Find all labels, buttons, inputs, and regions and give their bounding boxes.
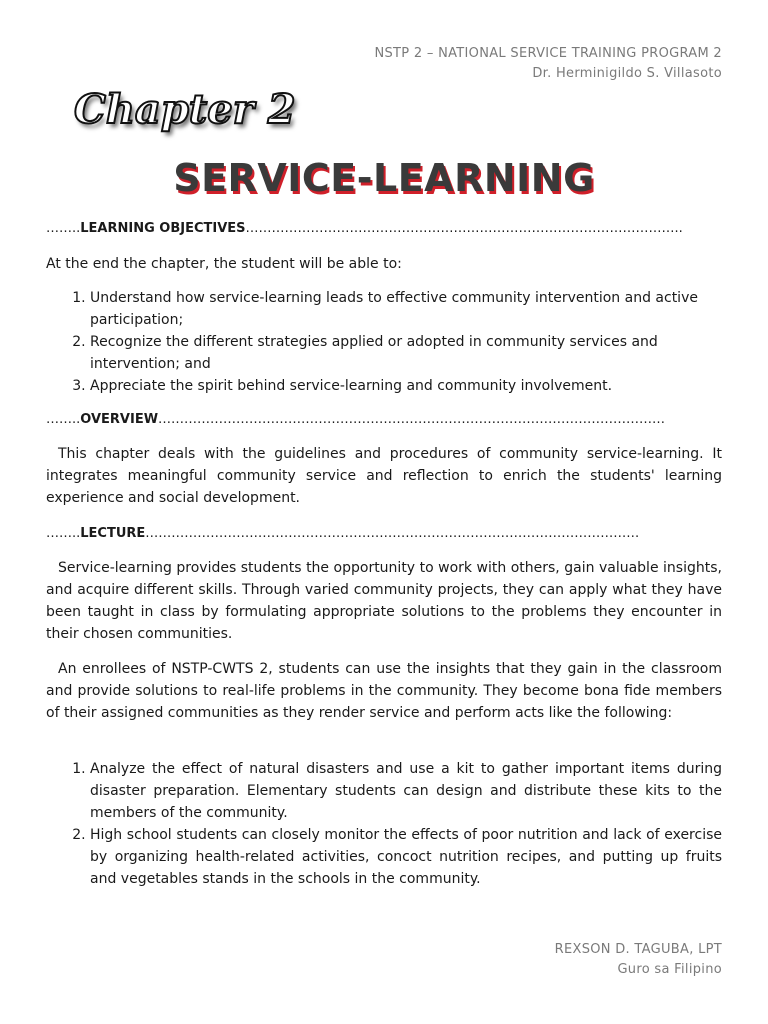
heading-dots-left: ……..: [46, 412, 81, 427]
lecture-paragraph-2: An enrollees of NSTP-CWTS 2, students can use the insights that they gain in the classroom and provide solutions to real-life problems in the community. They become bona fide members of their assigned communities as they render service and perform acts like the following:: [46, 661, 722, 721]
objectives-intro: At the end the chapter, the student will be able to:: [46, 256, 402, 272]
overview-heading: [46, 411, 724, 429]
lecture-list: [46, 758, 722, 890]
heading-dots-right: ……………………………………………………………………………………………………: [145, 526, 640, 541]
objectives-heading-label: LEARNING OBJECTIVES: [80, 221, 246, 236]
page-footer: [555, 940, 722, 980]
course-title: NSTP 2 – NATIONAL SERVICE TRAINING PROGRAM 2: [374, 46, 722, 61]
list-item: 2. Recognize the different strategies applied or adopted in community services and intervention; and: [90, 331, 722, 375]
lecture-paragraph-1: Service-learning provides students the opportunity to work with others, gain valuable insights, and acquire different skills. Through varied community projects, they can apply what they have been taught in class by formulating appropriate solutions to the problems they encounter in their chosen communities.: [46, 560, 722, 642]
overview-heading-label: OVERVIEW: [80, 412, 159, 427]
footer-name: REXSON D. TAGUBA, LPT: [554, 942, 722, 957]
heading-dots-right: ………………………………………………………………………………………..: [245, 221, 683, 236]
list-item: 1. Analyze the effect of natural disasters and use a kit to gather important items during disaster preparation. Elementary students can design and distribute these kits to the members of the community.: [90, 758, 722, 824]
heading-dots-left: ……..: [46, 221, 81, 236]
heading-dots-left: ……..: [46, 526, 81, 541]
objectives-heading: [46, 220, 724, 238]
overview-paragraph: This chapter deals with the guidelines and procedures of community service-learning. It integrates meaningful community service and reflection to enrich the students' learning experience and social development.: [46, 446, 722, 506]
page-title: SERVICE-LEARNING: [173, 156, 595, 200]
footer-role: Guro sa Filipino: [617, 962, 722, 977]
heading-dots-right: ………………………………………………………………………………………………………: [158, 412, 666, 427]
lecture-heading-label: LECTURE: [80, 526, 146, 541]
list-item: 3. Appreciate the spirit behind service-learning and community involvement.: [90, 375, 722, 397]
list-item: 2. High school students can closely monitor the effects of poor nutrition and lack of exercise by organizing health-related activities, concoct nutrition recipes, and putting up fruits and vegetables stands in the schools in the community.: [90, 824, 722, 890]
list-item: 1. Understand how service-learning leads to effective community intervention and active participation;: [90, 287, 722, 331]
author-name: Dr. Herminigildo S. Villasoto: [532, 66, 722, 81]
page-header: [374, 44, 722, 84]
lecture-heading: [46, 525, 724, 543]
objectives-list: [46, 287, 722, 397]
chapter-label: Chapter 2: [74, 86, 296, 133]
